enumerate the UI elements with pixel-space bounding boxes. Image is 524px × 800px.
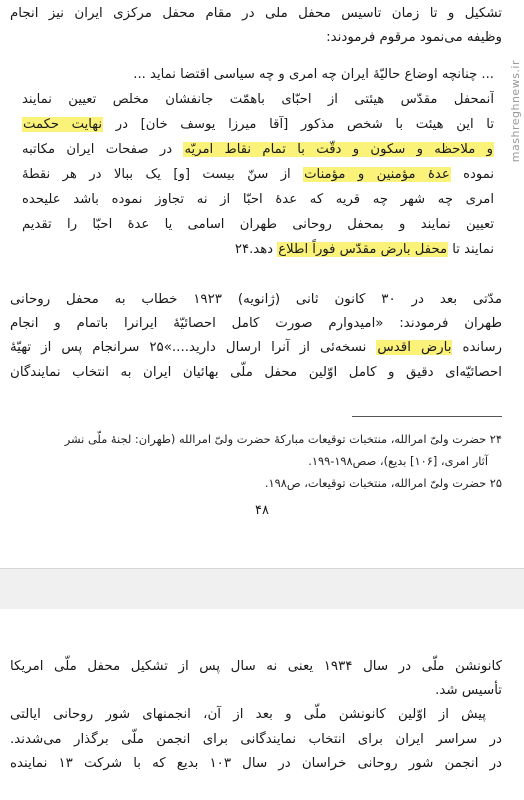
document-page-lower (0, 609, 524, 800)
body-paragraph (10, 288, 502, 385)
highlighted-text: محفل بارض مقدّس فوراً اطلاع (278, 242, 448, 257)
page2-paragraph (10, 655, 502, 776)
quotation-block (22, 62, 494, 262)
text-line (22, 212, 494, 237)
text-line: پیش از اوّلین کانونشن ملّی و بعد از آن، انجمنهای شور روحانی ایالتی (10, 707, 486, 723)
text-run: رسانده (452, 340, 502, 356)
text-line (22, 87, 494, 112)
text-line (10, 361, 502, 385)
text-run: نسخه‌ئی از آنرا ارسال دارید....»۲۵ سرانجام پس از تهیّهٔ (10, 340, 377, 356)
text-line: در سراسر ایران برای انتخاب نمایندگانی برای انجمن ملّی برگذار می‌شدند. (10, 731, 502, 747)
highlighted-text: و ملاحظه و سکون و دقّت با تمام نقاط امریّه (184, 142, 493, 157)
text-run: مدّتی بعد در ۳۰ کانون ثانی (ژانویه) ۱۹۲۳ خطاب به محفل روحانی (10, 292, 502, 307)
text-run: تا این هیئت با شخص مذکور [آقا میرزا یوسف خان] در (103, 117, 494, 132)
text-line (22, 162, 494, 187)
text-line (22, 187, 494, 212)
text-line (10, 312, 502, 336)
text-line: ۲۵ حضرت ولیّ امرالله، منتخبات توقیعات، ص۱۹۸. (264, 476, 502, 490)
text-line: آثار امری، [۱۰۶] بدیع)، صص۱۹۸-۱۹۹. (308, 454, 488, 468)
text-line: کانونشن ملّی در سال ۱۹۳۴ یعنی نه سال پس از تشکیل محفل ملّی امریکا (10, 659, 502, 674)
text-run: ... چنانچه اوضاع حالیّهٔ ایران چه امری و چه سیاسی اقتضا نماید ... (133, 67, 494, 82)
text-run: دهد.۲۴ (234, 242, 278, 257)
text-line: در انجمن شور روحانی خراسان در سال ۱۰۳ بدیع که با شرکت ۱۳ نماینده (10, 755, 502, 771)
highlighted-text: نهایت حکمت (23, 117, 103, 132)
text-line (22, 62, 494, 87)
text-line: وظیفه می‌نمود مرقوم فرمودند: (326, 30, 502, 46)
text-line (22, 137, 494, 162)
text-run: تعیین نمایند و بمحفل روحانی طهران اسامی یا عدهٔ احبّا را تقدیم (22, 217, 494, 232)
text-run: آنمحفل مقدّس هیئتی از احبّای باهمّت جانفشان مخلص تعیین نمایند (22, 92, 494, 107)
text-run: نمایند تا (448, 242, 494, 257)
text-run: احصائیّه‌ای دقیق و کامل اوّلین محفل ملّی بهائیان ایران به انتخاب نمایندگان (10, 364, 502, 380)
text-line: تأسیس شد. (435, 683, 502, 699)
text-line (22, 237, 494, 262)
text-line (22, 112, 494, 137)
highlighted-text: بارض اقدس (377, 340, 452, 356)
text-run: از سنّ بیست [و] یک ببالا در هر نقطهٔ (22, 167, 304, 182)
site-watermark: mashreghnews.ir (509, 60, 522, 163)
text-run: در صفحات ایران مکاتبه (22, 142, 184, 157)
text-line: ۲۴ حضرت ولیّ امرالله، منتخبات توقیعات مبارکهٔ حضرت ولیّ امرالله (طهران: لجنهٔ ملّی نشر (64, 432, 502, 446)
footnotes (22, 428, 502, 494)
text-line (10, 336, 502, 360)
page-number: ۴۸ (255, 503, 269, 518)
text-line (10, 288, 502, 312)
text-run: نموده (450, 167, 494, 182)
footnote-separator (352, 416, 502, 417)
text-line: تشکیل و تا زمان تاسیس محفل ملی در مقام محفل مرکزی ایران نیز انجام (10, 6, 502, 21)
highlighted-text: عدهٔ مؤمنین و مؤمنات (304, 167, 450, 182)
intro-paragraph (10, 2, 502, 50)
text-run: امری چه شهر چه قریه که عدهٔ احبّا از نه تجاوز نموده باشد علیحده (22, 192, 494, 207)
text-run: طهران فرمودند: «امیدوارم صورت کامل احصائیّهٔ ایرانرا باتمام و انجام (10, 316, 502, 332)
page-gap (0, 568, 524, 610)
